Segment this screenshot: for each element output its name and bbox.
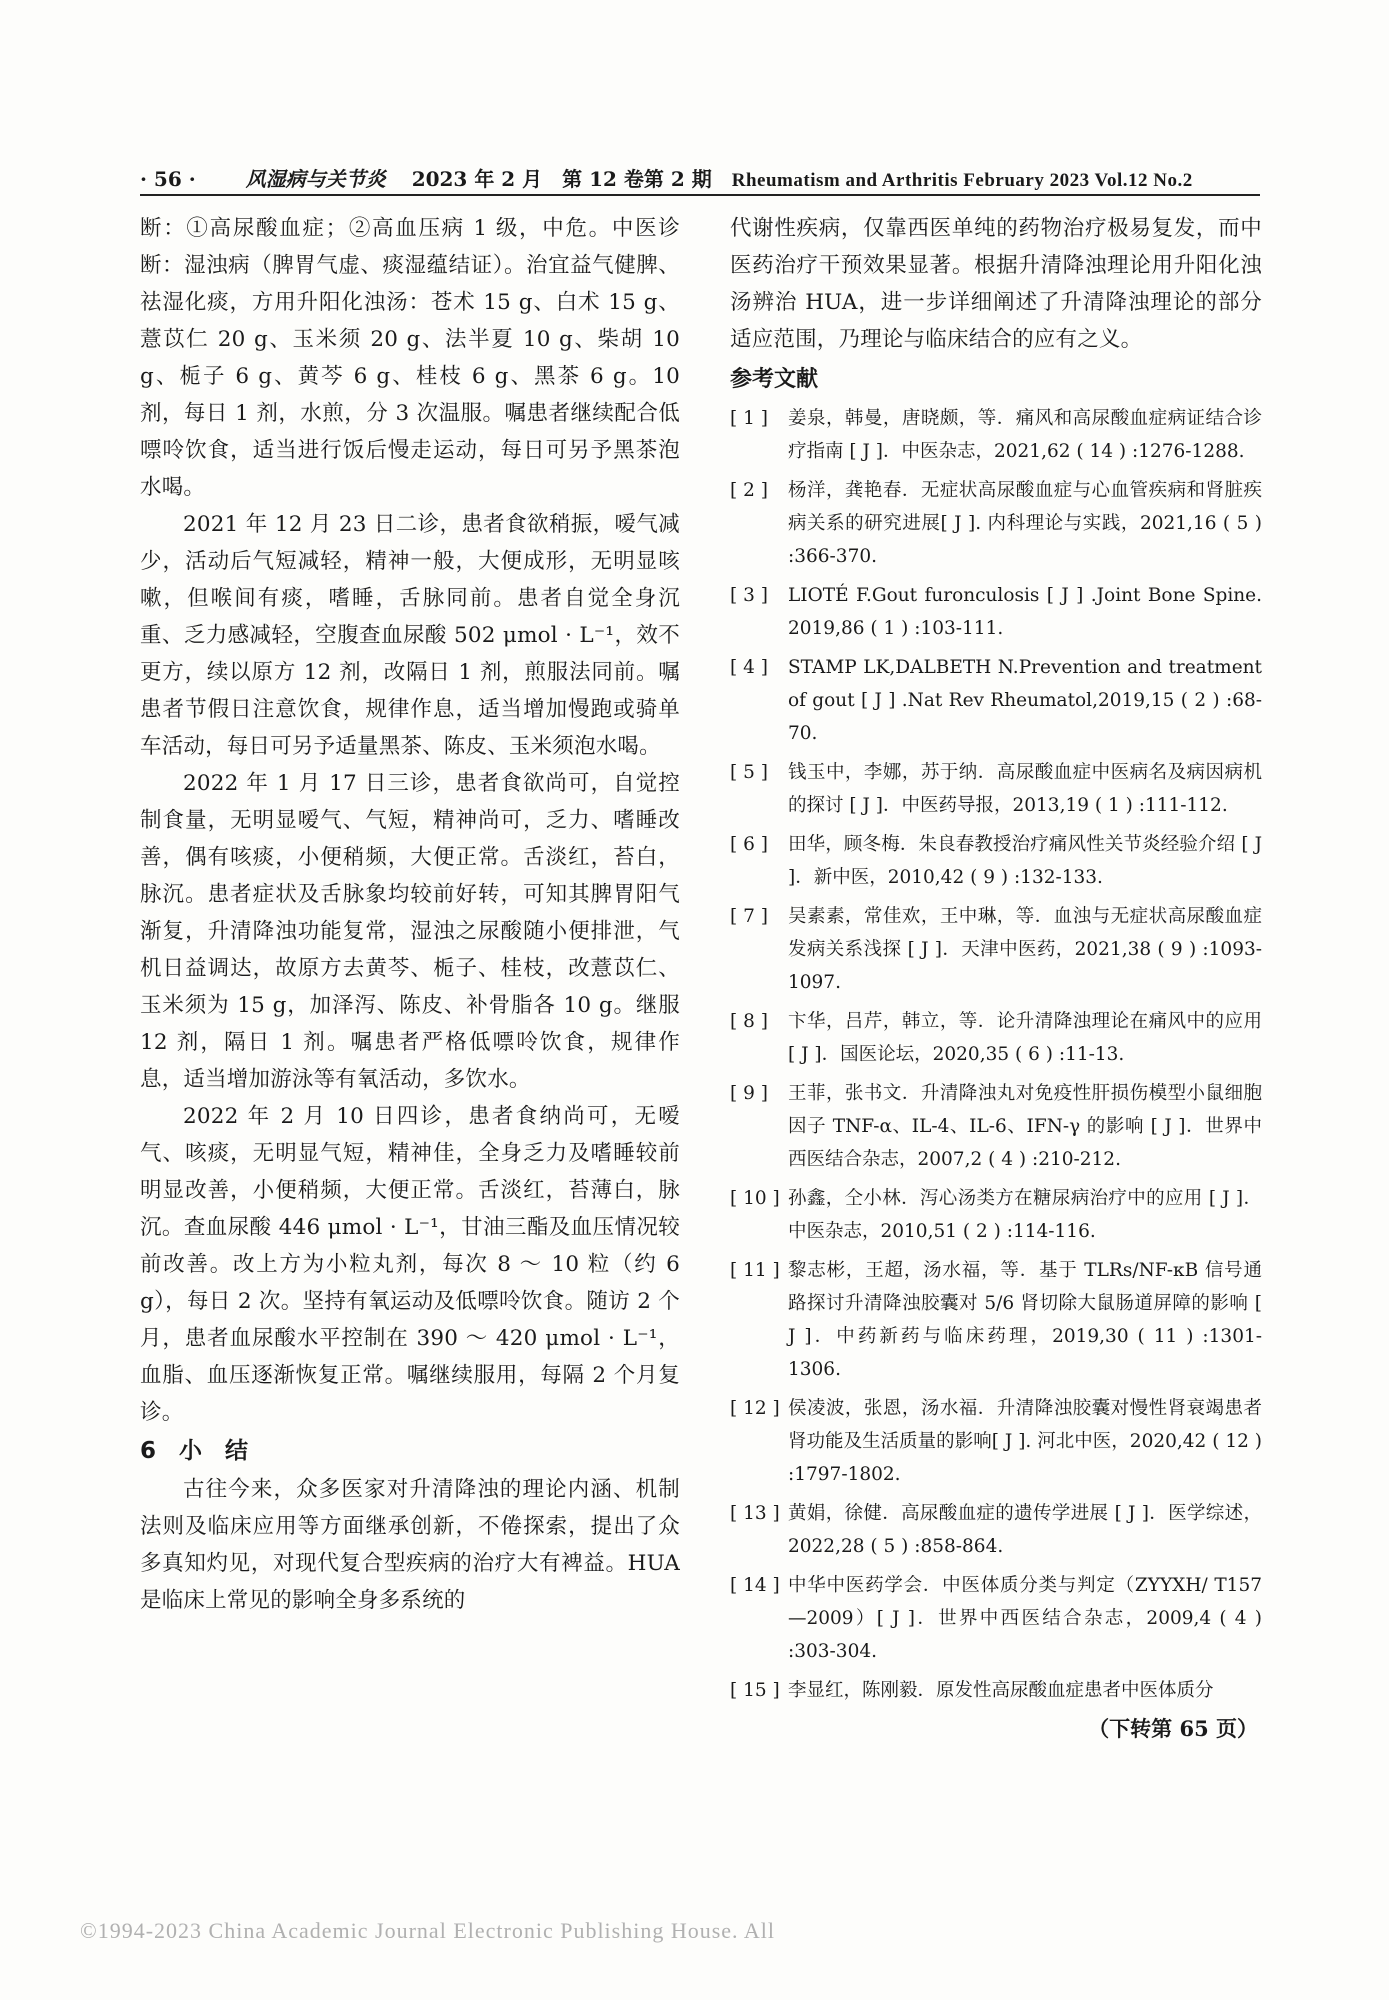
reference-number: [ 9 ]: [730, 1083, 768, 1104]
reference-text: 中华中医药学会．中医体质分类与判定（ZYYXH/ T157—2009）[ J ]．世界中西医结合杂志，2009,4 ( 4 ) :303-304.: [788, 1575, 1262, 1662]
reference-item: [730, 1569, 1262, 1668]
reference-text: STAMP LK,DALBETH N.Prevention and treatment of gout [ J ] .Nat Rev Rheumatol,2019,15 ( 2 ) :68-70.: [788, 657, 1262, 744]
header-rule: [140, 194, 1260, 196]
reference-item: [730, 579, 1262, 645]
reference-text: 王菲，张书文．升清降浊丸对免疫性肝损伤模型小鼠细胞因子 TNF-α、IL-4、IL-6、IFN-γ 的影响 [ J ]．世界中西医结合杂志，2007,2 ( 4 ) :210-212.: [788, 1083, 1262, 1170]
summary-paragraph: 古往今来，众多医家对升清降浊的理论内涵、机制法则及临床应用等方面继承创新，不倦探索，提出了众多真知灼见，对现代复合型疾病的治疗大有裨益。HUA 是临床上常见的影响全身多系统的: [140, 1477, 680, 1613]
reference-number: [ 6 ]: [730, 834, 768, 855]
reference-text: 黎志彬，王超，汤水福，等．基于 TLRs/NF-κB 信号通路探讨升清降浊胶囊对 5/6 肾切除大鼠肠道屏障的影响 [ J ]．中药新药与临床药理，2019,30 ( 11 ) :1301-1306.: [788, 1260, 1262, 1380]
reference-number: [ 7 ]: [730, 906, 768, 927]
reference-list: [730, 402, 1262, 1707]
right-column: [730, 210, 1262, 1743]
reference-item: [730, 474, 1262, 573]
reference-number: [ 13 ]: [730, 1503, 780, 1524]
case-paragraph-1: 断：①高尿酸血症；②高血压病 1 级，中危。中医诊断：湿浊病（脾胃气虚、痰湿蕴结证）。治宜益气健脾、祛湿化痰，方用升阳化浊汤：苍术 15 g、白术 15 g、薏苡仁 20 g、玉米须 20 g、法半夏 10 g、柴胡 10 g、栀子 6 g、黄芩 6 g、桂枝 6 g、黑茶 6 g。10 剂，每日 1 剂，水煎，分 3 次温服。嘱患者继续配合低嘌呤饮食，适当进行饭后慢走运动，每日可另予黑茶泡水喝。: [140, 216, 680, 500]
reference-text: 钱玉中，李娜，苏于纳．高尿酸血症中医病名及病因病机的探讨 [ J ]．中医药导报，2013,19 ( 1 ) :111-112.: [788, 762, 1262, 816]
reference-item: [730, 651, 1262, 750]
reference-text: 孙鑫，仝小林．泻心汤类方在糖尿病治疗中的应用 [ J ]．中医杂志，2010,51 ( 2 ) :114-116.: [788, 1188, 1262, 1242]
case-paragraph-4: 2022 年 2 月 10 日四诊，患者食纳尚可，无嗳气、咳痰，无明显气短，精神佳，全身乏力及嗜睡较前明显改善，小便稍频，大便正常。舌淡红，苔薄白，脉沉。查血尿酸 446 μmol · L⁻¹，甘油三酯及血压情况较前改善。改上方为小粒丸剂，每次 8 ～ 10 粒（约 6 g），每日 2 次。坚持有氧运动及低嘌呤饮食。随访 2 个月，患者血尿酸水平控制在 390 ～ 420 μmol · L⁻¹，血脂、血压逐渐恢复正常。嘱继续服用，每隔 2 个月复诊。: [140, 1104, 680, 1425]
case-paragraph-3: 2022 年 1 月 17 日三诊，患者食欲尚可，自觉控制食量，无明显嗳气、气短，精神尚可，乏力、嗜睡改善，偶有咳痰，小便稍频，大便正常。舌淡红，苔白，脉沉。患者症状及舌脉象均较前好转，可知其脾胃阳气渐复，升清降浊功能复常，湿浊之尿酸随小便排泄，气机日益调达，故原方去黄芩、栀子、桂枝，改薏苡仁、玉米须为 15 g，加泽泻、陈皮、补骨脂各 10 g。继服 12 剂，隔日 1 剂。嘱患者严格低嘌呤饮食，规律作息，适当增加游泳等有氧活动，多饮水。: [140, 771, 680, 1092]
continued-note: （下转第 65 页）: [1088, 1716, 1258, 1741]
reference-item: [730, 1005, 1262, 1071]
reference-item: [730, 1182, 1262, 1248]
reference-item: [730, 1674, 1262, 1707]
reference-number: [ 3 ]: [730, 585, 768, 606]
reference-text: 姜泉，韩曼，唐晓颇，等．痛风和高尿酸血症病证结合诊疗指南 [ J ]．中医杂志，2021,62 ( 14 ) :1276-1288.: [788, 408, 1262, 462]
reference-text: 黄娟，徐健．高尿酸血症的遗传学进展 [ J ]．医学综述，2022,28 ( 5 ) :858-864.: [788, 1503, 1262, 1557]
reference-text: 田华，顾冬梅．朱良春教授治疗痛风性关节炎经验介绍 [ J ]．新中医，2010,42 ( 9 ) :132-133.: [788, 834, 1262, 888]
journal-title-en: Rheumatism and Arthritis February 2023 Vol.12 No.2: [731, 170, 1193, 191]
left-column: [140, 210, 680, 1619]
reference-item: [730, 402, 1262, 468]
running-header: [140, 163, 1260, 192]
references-heading: 参考文献: [730, 367, 819, 392]
reference-text: 杨洋，龚艳春．无症状高尿酸血症与心血管疾病和肾脏疾病关系的研究进展[ J ]. 内科理论与实践，2021,16 ( 5 ) :366-370.: [788, 480, 1262, 567]
reference-number: [ 10 ]: [730, 1188, 780, 1209]
reference-number: [ 11 ]: [730, 1260, 780, 1281]
reference-number: [ 12 ]: [730, 1398, 780, 1419]
reference-text: 侯凌波，张恩，汤水福．升清降浊胶囊对慢性肾衰竭患者肾功能及生活质量的影响[ J ]. 河北中医，2020,42 ( 12 ) :1797-1802.: [788, 1398, 1262, 1485]
copyright-footer: ©1994-2023 China Academic Journal Electronic Publishing House. All: [80, 1918, 775, 1943]
reference-number: [ 15 ]: [730, 1680, 780, 1701]
reference-number: [ 2 ]: [730, 480, 768, 501]
reference-item: [730, 900, 1262, 999]
page-number: · 56 ·: [140, 167, 196, 191]
reference-text: LIOTÉ F.Gout furonculosis [ J ] .Joint Bone Spine. 2019,86 ( 1 ) :103-111.: [788, 585, 1262, 639]
case-paragraph-2: 2021 年 12 月 23 日二诊，患者食欲稍振，嗳气减少，活动后气短减轻，精神一般，大便成形，无明显咳嗽，但喉间有痰，嗜睡，舌脉同前。患者自觉全身沉重、乏力感减轻，空腹查血尿酸 502 μmol · L⁻¹，效不更方，续以原方 12 剂，改隔日 1 剂，煎服法同前。嘱患者节假日注意饮食，规律作息，适当增加慢跑或骑单车活动，每日可另予适量黑茶、陈皮、玉米须泡水喝。: [140, 512, 680, 759]
reference-number: [ 1 ]: [730, 408, 768, 429]
reference-item: [730, 1392, 1262, 1491]
reference-text: 卞华，吕芹，韩立，等．论升清降浊理论在痛风中的应用 [ J ]．国医论坛，2020,35 ( 6 ) :11-13.: [788, 1011, 1262, 1065]
reference-item: [730, 1254, 1262, 1386]
reference-number: [ 14 ]: [730, 1575, 780, 1596]
reference-item: [730, 828, 1262, 894]
reference-item: [730, 756, 1262, 822]
reference-number: [ 8 ]: [730, 1011, 768, 1032]
summary-paragraph-continued: 代谢性疾病，仅靠西医单纯的药物治疗极易复发，而中医药治疗干预效果显著。根据升清降浊理论用升阳化浊汤辨治 HUA，进一步详细阐述了升清降浊理论的部分适应范围，乃理论与临床结合的应有之义。: [730, 216, 1262, 352]
journal-title-cn: 风湿病与关节炎: [245, 167, 386, 191]
volume-cn: 第 12 卷第 2 期: [562, 167, 712, 191]
reference-item: [730, 1497, 1262, 1563]
reference-text: 吴素素，常佳欢，王中琳，等．血浊与无症状高尿酸血症发病关系浅探 [ J ]．天津中医药，2021,38 ( 9 ) :1093-1097.: [788, 906, 1262, 993]
issue-date-cn: 2023 年 2 月: [411, 167, 543, 191]
reference-number: [ 5 ]: [730, 762, 768, 783]
section-heading: 6 小 结: [140, 1438, 249, 1464]
reference-text: 李显红，陈刚毅．原发性高尿酸血症患者中医体质分: [788, 1680, 1214, 1701]
reference-number: [ 4 ]: [730, 657, 768, 678]
reference-item: [730, 1077, 1262, 1176]
